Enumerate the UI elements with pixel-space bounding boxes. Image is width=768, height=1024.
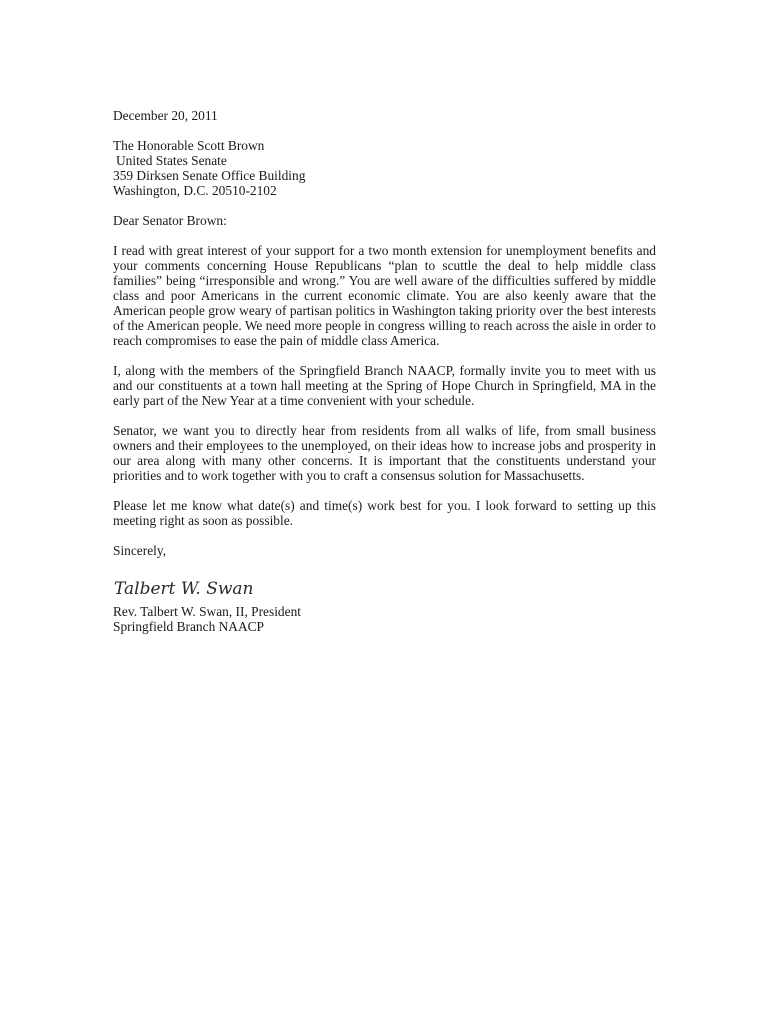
recipient-street: 359 Dirksen Senate Office Building [113, 168, 306, 183]
recipient-address [113, 138, 656, 198]
svg-text:Talbert W. Swan: Talbert W. Swan [114, 579, 254, 599]
signer-organization: Springfield Branch NAACP [113, 619, 265, 634]
recipient-office: United States Senate [116, 153, 227, 168]
recipient-name: The Honorable Scott Brown [113, 138, 265, 153]
recipient-city: Washington, D.C. 20510-2102 [113, 183, 277, 198]
paragraph-request: Please let me know what date(s) and time(s) work best for you. I look forward to setting up this meeting right as soon as possible. [113, 498, 656, 528]
paragraph-invitation: I, along with the members of the Springfield Branch NAACP, formally invite you to meet with us and our constituents at a town hall meeting at the Spring of Hope Church in Springfield, MA in the early part of the New Year at a time convenient with your schedule. [113, 363, 656, 408]
letter-body [113, 108, 656, 634]
signer-name-title: Rev. Talbert W. Swan, II, President [113, 604, 301, 619]
closing: Sincerely, [113, 543, 167, 558]
paragraph-support: I read with great interest of your support for a two month extension for unemployment benefits and your comments concerning House Republicans “plan to scuttle the deal to help middle class families” being “irresponsible and wrong.” You are well aware of the difficulties suffered by middle class and poor Americans in the current economic climate. You are also keenly aware that the American people grow weary of partisan politics in Washington taking priority over the best interests of the American people. We need more people in congress willing to reach across the aisle in order to reach compromises to ease the pain of middle class America. [113, 243, 656, 348]
paragraph-residents: Senator, we want you to directly hear from residents from all walks of life, from small business owners and their employees to the unemployed, on their ideas how to increase jobs and prosperity in our area along with many other concerns. It is important that the constituents understand your priorities and to work together with you to craft a consensus solution for Massachusetts. [113, 423, 656, 483]
signature [113, 574, 293, 600]
salutation: Dear Senator Brown: [113, 213, 227, 228]
letter-date: December 20, 2011 [113, 108, 218, 123]
